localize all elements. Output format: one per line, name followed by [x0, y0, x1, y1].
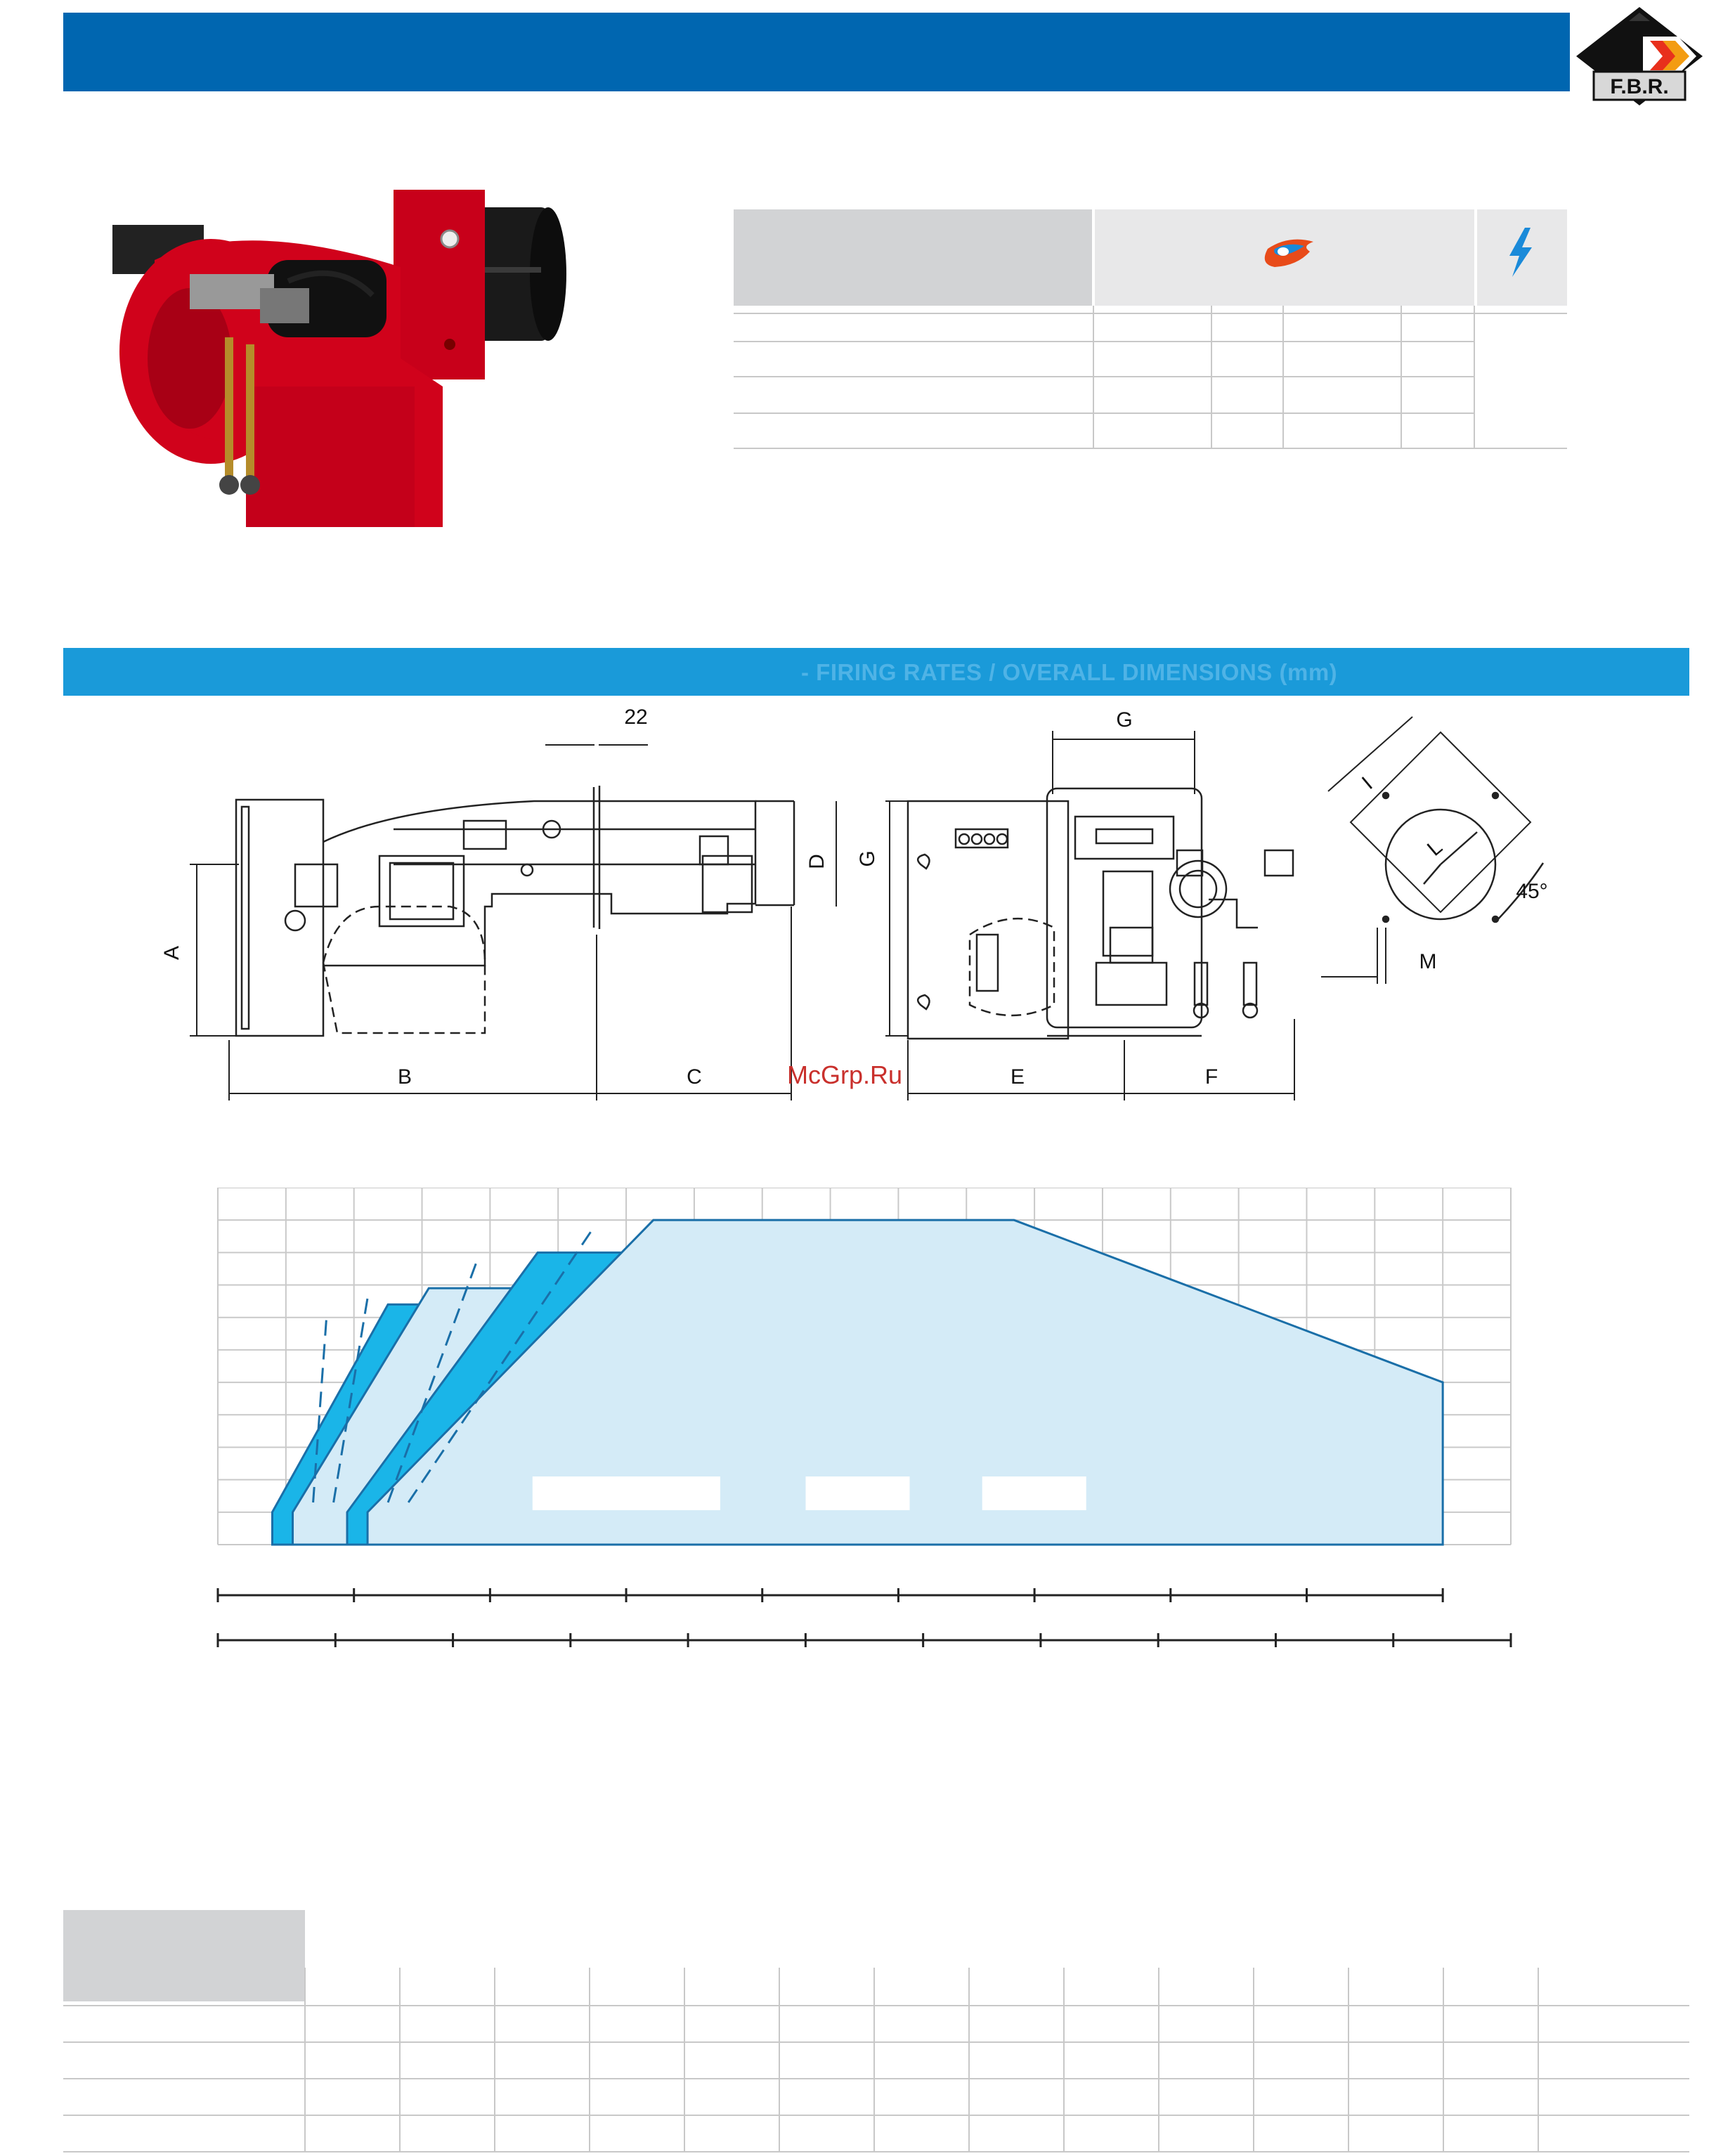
model-label-box-3 — [806, 1476, 910, 1510]
angle-label: 45° — [1516, 880, 1548, 903]
dim-l-label: L — [1422, 835, 1447, 861]
watermark: McGrp.Ru — [787, 1060, 903, 1089]
firing-rate-chart — [204, 1188, 1525, 1665]
chart-areas — [272, 1220, 1443, 1545]
dim-c-label: C — [687, 1065, 702, 1089]
header-bar — [63, 13, 1570, 91]
model-label-box-2 — [616, 1476, 720, 1510]
dim-d-label: D — [805, 854, 828, 869]
dimension-drawings — [0, 696, 1709, 1117]
data-table — [63, 1910, 1689, 2152]
logo-text: F.B.R. — [1610, 75, 1669, 98]
model-label-box-4 — [982, 1476, 1086, 1510]
dim-g-top-label: G — [1116, 708, 1133, 732]
dim-g-side-label: G — [856, 850, 879, 867]
dim-e-label: E — [1010, 1065, 1025, 1089]
dim-i-label: I — [1358, 772, 1377, 795]
dim-m-label: M — [1419, 950, 1437, 973]
dim-b-label: B — [397, 1065, 412, 1089]
fbr-logo — [1573, 4, 1706, 108]
section-title: - FIRING RATES / OVERALL DIMENSIONS (mm) — [801, 659, 1338, 685]
spec-table — [734, 209, 1567, 452]
burner-photo — [105, 176, 682, 541]
dim-22-label: 22 — [624, 706, 648, 729]
dim-f-label: F — [1204, 1065, 1219, 1089]
chart-scales — [218, 1588, 1511, 1647]
dim-a-label: A — [160, 945, 183, 961]
